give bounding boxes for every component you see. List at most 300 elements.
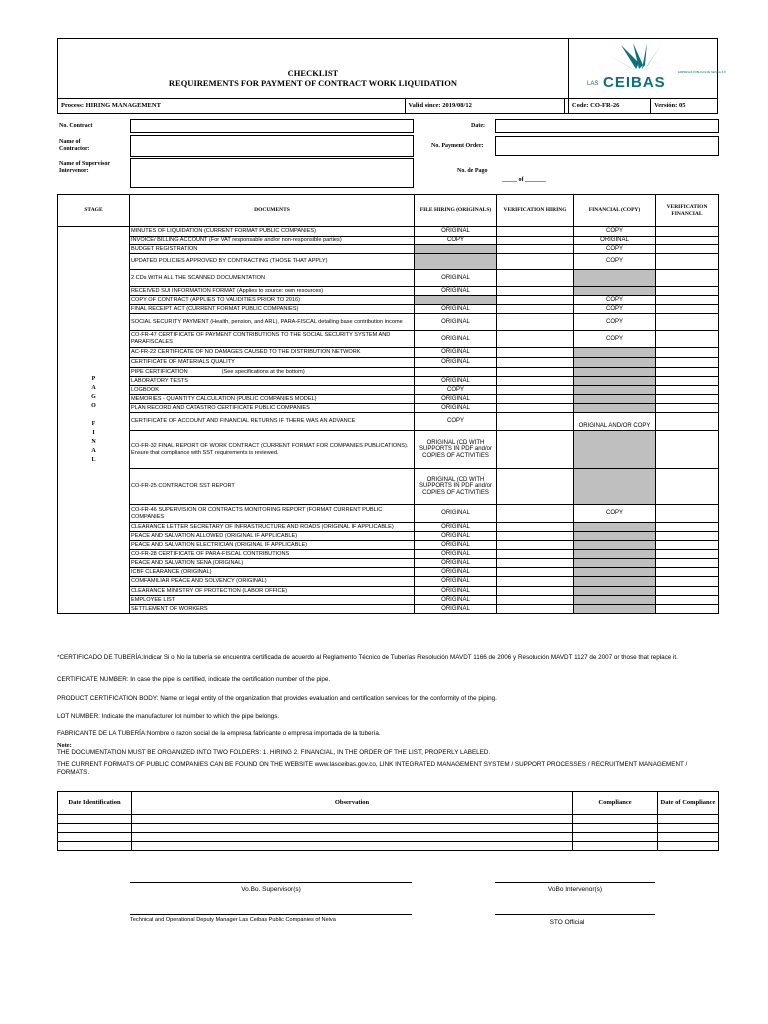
document-cell: [130, 559, 415, 568]
document-name: CERTIFICATE OF ACCOUNT AND FINANCIAL RETURNS IF THERE WAS AN ADVANCE: [131, 418, 356, 425]
table-row: [58, 568, 719, 577]
checklist-body: [58, 227, 719, 614]
document-name: RECEIVED SUI INFORMATION FORMAT (Applies to source: own resources): [131, 287, 324, 294]
note-product-body: PRODUCT CERTIFICATION BODY: Name or legal entity of the organization that provides evaluation and certification services for the conformity of the piping.: [57, 695, 497, 702]
name-supervisor-label: Name of Supervisor Intervenor:: [59, 161, 110, 174]
table-row: [58, 469, 719, 505]
observation-cell[interactable]: [132, 824, 573, 833]
document-name: ICBF CLEARANCE (ORIGINAL): [131, 568, 212, 575]
process-cell: Process: HIRING MANAGEMENT: [58, 98, 406, 113]
document-name: BUDGET REGISTRATION: [131, 245, 198, 252]
file-hiring-cell: [415, 254, 497, 270]
file-hiring-cell: ORIGINAL: [415, 577, 497, 587]
logo-leaves-icon: [581, 43, 727, 93]
document-name: LOGBOOK: [131, 386, 159, 393]
document-cell: [130, 469, 415, 505]
file-hiring-cell: [415, 296, 497, 305]
name-supervisor-field[interactable]: [130, 158, 414, 188]
financial-copy-cell: [574, 348, 656, 358]
document-cell: [130, 348, 415, 358]
document-name: 2 CDs WITH ALL THE SCANNED DOCUMENTATION: [131, 274, 266, 281]
deputy-signature-line[interactable]: [130, 914, 412, 915]
intervenor-signature-line[interactable]: [495, 882, 655, 883]
document-cell: [130, 587, 415, 596]
financial-copy-cell: ORIGINAL AND/OR COPY: [574, 413, 656, 431]
document-name: AC-FR-22 CERTIFICATE OF NO DAMAGES CAUSED TO THE DISTRIBUTION NETWORK: [131, 349, 361, 356]
document-cell: [130, 505, 415, 523]
verification-financial-cell[interactable]: [656, 568, 719, 577]
header-table: [57, 38, 727, 114]
verification-financial-cell[interactable]: [656, 431, 719, 469]
table-row: [58, 245, 719, 254]
sto-signature-line[interactable]: [495, 914, 655, 915]
financial-copy-cell: [574, 469, 656, 505]
verification-hiring-cell[interactable]: [497, 532, 574, 541]
verification-hiring-cell[interactable]: [497, 559, 574, 568]
file-hiring-cell: ORIGINAL: [415, 377, 497, 386]
document-cell: [130, 532, 415, 541]
verification-financial-cell[interactable]: [656, 523, 719, 532]
document-name: PEACE AND SALVATION ELECTRICIAN (ORIGINAL IF APPLICABLE): [131, 541, 308, 548]
document-name: CERTIFICATE OF MATERIALS QUALITY: [131, 359, 235, 366]
document-cell: [130, 386, 415, 395]
verification-financial-cell[interactable]: [656, 270, 719, 287]
document-name: FINAL RECEIPT ACT (CURRENT FORMAT PUBLIC COMPANIES): [131, 305, 299, 312]
intervenor-signature-label: VoBo Intervenor(s): [547, 886, 603, 893]
verification-financial-cell[interactable]: [656, 541, 719, 550]
verification-hiring-cell[interactable]: [497, 596, 574, 605]
verification-financial-cell[interactable]: [656, 368, 719, 377]
file-hiring-cell: ORIGINAL: [415, 395, 497, 404]
financial-copy-cell: [574, 431, 656, 469]
observation-cell[interactable]: [132, 815, 573, 824]
verification-financial-cell[interactable]: [656, 331, 719, 348]
verification-hiring-cell[interactable]: [497, 577, 574, 587]
verification-financial-cell[interactable]: [656, 245, 719, 254]
date-identification-cell[interactable]: [58, 824, 132, 833]
financial-copy-cell: [574, 605, 656, 614]
document-name: SOCIAL SECURITY PAYMENT (Health, pension, and ARL), PARA-FISCAL detailing base contribution income: [131, 318, 403, 325]
ceiba-leaves-logo: [581, 43, 727, 93]
file-hiring-cell: ORIGINAL: [415, 505, 497, 523]
document-name: CO-FR-47 CERTIFICATE OF PAYMENT CONTRIBUTIONS TO THE SOCIAL SECURITY SYSTEM AND PARAFISCALES: [131, 332, 391, 345]
financial-copy-cell: COPY: [574, 505, 656, 523]
file-hiring-cell: ORIGINAL: [415, 568, 497, 577]
financial-copy-cell: [574, 559, 656, 568]
file-hiring-cell: ORIGINAL: [415, 287, 497, 296]
stage-letter: A: [91, 448, 96, 454]
obs-header-compliance: Compliance: [573, 792, 658, 815]
financial-copy-cell: COPY: [574, 314, 656, 331]
financial-copy-cell: [574, 386, 656, 395]
document-cell: [130, 254, 415, 270]
document-cell: [130, 431, 415, 469]
sto-signature-label: STO Official: [549, 919, 585, 926]
version-cell: Versión: 05: [651, 98, 718, 113]
verification-hiring-cell[interactable]: [497, 469, 574, 505]
note-line2: THE CURRENT FORMATS OF PUBLIC COMPANIES CAN BE FOUND ON THE WEBSITE www.lasceibas.gov.co, LINK INTEGRATED MANAGEMENT SYSTEM / SUPPORT PROCESSES / RECRUITMENT MANAGEMENT / FORMATS.: [57, 761, 688, 776]
file-hiring-cell: ORIGINAL: [415, 550, 497, 559]
file-hiring-cell: ORIGINAL: [415, 587, 497, 596]
date-compliance-cell[interactable]: [658, 842, 719, 851]
verification-hiring-cell[interactable]: [497, 523, 574, 532]
code-cell: Code: CO-FR-26: [568, 98, 650, 113]
note-lot-number: LOT NUMBER: Indicate the manufacturer lot number to which the pipe belongs.: [57, 713, 280, 720]
table-row: [58, 270, 719, 287]
table-row: [58, 305, 719, 314]
no-contract-field[interactable]: [130, 119, 414, 133]
document-name: EMPLOYEE LIST: [131, 596, 176, 603]
date-identification-cell[interactable]: [58, 815, 132, 824]
financial-copy-cell: COPY: [574, 331, 656, 348]
file-hiring-cell: COPY: [415, 386, 497, 395]
verification-hiring-cell[interactable]: [497, 358, 574, 368]
financial-copy-cell: [574, 395, 656, 404]
verification-hiring-cell[interactable]: [497, 314, 574, 331]
stage-letter: L: [91, 457, 96, 463]
verification-hiring-cell[interactable]: [497, 568, 574, 577]
document-name: PLAN RECORD AND CATASTRO CERTIFICATE PUBLIC COMPANIES: [131, 404, 310, 411]
verification-financial-cell[interactable]: [656, 587, 719, 596]
verification-hiring-cell[interactable]: [497, 305, 574, 314]
verification-financial-cell[interactable]: [656, 237, 719, 245]
table-row: [58, 296, 719, 305]
stage-letter: G: [91, 394, 96, 400]
table-row: [58, 368, 719, 377]
table-row: [58, 596, 719, 605]
financial-copy-cell: [574, 270, 656, 287]
financial-copy-cell: [574, 404, 656, 413]
stage-cell: [58, 227, 130, 614]
file-hiring-cell: ORIGINAL: [415, 314, 497, 331]
table-row: [58, 605, 719, 614]
header-documents: DOCUMENTS: [130, 195, 415, 227]
title-line2: REQUIREMENTS FOR PAYMENT OF CONTRACT WORK LIQUIDATION: [168, 78, 457, 89]
verification-financial-cell[interactable]: [656, 596, 719, 605]
table-row: [58, 314, 719, 331]
financial-copy-cell: [574, 532, 656, 541]
financial-copy-cell: [574, 587, 656, 596]
date-label: Date:: [471, 123, 485, 129]
file-hiring-cell: ORIGINAL: [415, 305, 497, 314]
date-compliance-cell[interactable]: [658, 815, 719, 824]
file-hiring-cell: ORIGINAL: [415, 596, 497, 605]
document-cell: [130, 237, 415, 245]
supervisor-signature-label: Vo.Bo. Supervisor(s): [241, 886, 301, 893]
stage-letter: O: [91, 403, 96, 409]
payment-of-blank: _____ of _______: [502, 177, 546, 183]
observation-body: [58, 815, 719, 851]
document-name: COMFAMILIAR PEACE AND SOLVENCY (ORIGINAL): [131, 578, 267, 585]
observation-table: [57, 791, 719, 851]
deputy-signature-label: Technical and Operational Deputy Manager Las Ceibas Public Companies of Neiva: [130, 917, 336, 923]
document-cell: [130, 270, 415, 287]
date-compliance-cell[interactable]: [658, 833, 719, 842]
verification-hiring-cell[interactable]: [497, 348, 574, 358]
verification-hiring-cell[interactable]: [497, 386, 574, 395]
document-cell: [130, 314, 415, 331]
table-row: [58, 237, 719, 245]
compliance-cell[interactable]: [573, 824, 658, 833]
checklist-table: [57, 194, 719, 614]
verification-financial-cell[interactable]: [656, 386, 719, 395]
no-payment-order-label: No. Payment Order:: [431, 143, 484, 149]
table-row: [58, 227, 719, 237]
document-name: MEMORIES - QUANTITY CALCULATION (PUBLIC COMPANIES MODEL): [131, 395, 317, 402]
document-name: COPY OF CONTRACT (APPLIES TO VALIDITIES PRIOR TO 2016): [131, 296, 300, 303]
document-cell: [130, 577, 415, 587]
verification-hiring-cell[interactable]: [497, 413, 574, 431]
verification-financial-cell[interactable]: [656, 577, 719, 587]
note-fabricante: FABRICANTE DE LA TUBERÍA:Nombre o razon social de la empresa fabricante o empresa importada de la tubería.: [57, 730, 381, 737]
obs-header-observation: Observation: [132, 792, 573, 815]
observation-row: [58, 833, 719, 842]
name-contractor-label: Name of Contractor:: [59, 139, 90, 152]
observation-row: [58, 824, 719, 833]
verification-financial-cell[interactable]: [656, 377, 719, 386]
verification-financial-cell[interactable]: [656, 358, 719, 368]
document-name: CO-FR-25 CONTRACTOR SST REPORT: [131, 483, 235, 490]
observation-cell[interactable]: [132, 842, 573, 851]
table-row: [58, 541, 719, 550]
valid-since-cell: Valid since: 2019/08/12: [405, 98, 564, 113]
note-certificado: *CERTIFICADO DE TUBERÍA:Indicar Si o No la tubería se encuentra certificada de acuerdo al Reglamento Técnico de Tuberías Resolución MAVDT 1166 de 2006 y Resolución MAVDT 1127 de 2007 or those that replace it.: [57, 654, 678, 661]
stage-letter: F: [91, 421, 96, 427]
file-hiring-cell: ORIGINAL: [415, 532, 497, 541]
date-field[interactable]: [495, 119, 719, 133]
financial-copy-cell: [574, 568, 656, 577]
document-cell: [130, 227, 415, 237]
document-cell: [130, 605, 415, 614]
verification-hiring-cell[interactable]: [497, 254, 574, 270]
observation-row: [58, 815, 719, 824]
table-row: [58, 550, 719, 559]
file-hiring-cell: ORIGINAL: [415, 605, 497, 614]
document-name: PEACE AND SALVATION SENA (ORIGINAL): [131, 559, 244, 566]
verification-financial-cell[interactable]: [656, 532, 719, 541]
header-file-hiring: FILE HIRING (ORIGINALS): [415, 195, 497, 227]
stage-letter: I: [92, 430, 95, 436]
observation-cell[interactable]: [132, 833, 573, 842]
financial-copy-cell: [574, 577, 656, 587]
verification-financial-cell[interactable]: [656, 287, 719, 296]
verification-hiring-cell[interactable]: [497, 237, 574, 245]
verification-hiring-cell[interactable]: [497, 605, 574, 614]
verification-financial-cell[interactable]: [656, 550, 719, 559]
logo-tagline: EMPRESAS PÚBLICAS DE NEIVA E.S.P.: [677, 71, 727, 74]
document-cell: [130, 296, 415, 305]
no-de-pago-label: No. de Pago: [457, 168, 488, 174]
verification-hiring-cell[interactable]: [497, 245, 574, 254]
financial-copy-cell: [574, 523, 656, 532]
document-note: (See specifications at the bottom): [221, 368, 305, 375]
verification-financial-cell[interactable]: [656, 348, 719, 358]
table-row: [58, 577, 719, 587]
financial-copy-cell: COPY: [574, 254, 656, 270]
verification-hiring-cell[interactable]: [497, 227, 574, 237]
supervisor-signature-line[interactable]: [130, 882, 412, 883]
document-cell: [130, 404, 415, 413]
file-hiring-cell: ORIGINAL: [415, 404, 497, 413]
table-row: [58, 505, 719, 523]
verification-hiring-cell[interactable]: [497, 505, 574, 523]
verification-hiring-cell[interactable]: [497, 541, 574, 550]
date-compliance-cell[interactable]: [658, 824, 719, 833]
document-cell: [130, 368, 415, 377]
table-row: [58, 254, 719, 270]
file-hiring-cell: COPY: [415, 413, 497, 431]
stage-letter: A: [91, 385, 96, 391]
stage-letter: N: [91, 439, 96, 445]
document-name: INVOICE/ BILLING ACCOUNT (For VAT responsable and/or non-responsible parties): [131, 237, 342, 244]
file-hiring-cell: ORIGINAL: [415, 270, 497, 287]
obs-header-date-identification: Date Identification: [58, 792, 132, 815]
verification-financial-cell[interactable]: [656, 305, 719, 314]
logo-cell: [568, 39, 727, 99]
document-cell: [130, 413, 415, 431]
verification-hiring-cell[interactable]: [497, 587, 574, 596]
document-cell: [130, 377, 415, 386]
stage-letter: P: [91, 376, 96, 382]
verification-hiring-cell[interactable]: [497, 296, 574, 305]
file-hiring-cell: COPY: [415, 237, 497, 245]
verification-financial-cell[interactable]: [656, 413, 719, 431]
table-row: [58, 287, 719, 296]
compliance-cell[interactable]: [573, 833, 658, 842]
document-name: CO-FR-32 FINAL REPORT OF WORK CONTRACT (CURRENT FORMAT FOR COMPANIES PUBLICATIONS). Ensure that compliance with SST requirements is reviewed.: [131, 442, 409, 456]
no-payment-order-field[interactable]: [495, 136, 719, 156]
document-cell: [130, 305, 415, 314]
document-cell: [130, 541, 415, 550]
obs-header-date-compliance: Date of Compliance: [658, 792, 719, 815]
document-cell: [130, 550, 415, 559]
table-row: [58, 523, 719, 532]
file-hiring-cell: ORIGINAL: [415, 523, 497, 532]
document-cell: [130, 568, 415, 577]
compliance-cell[interactable]: [573, 815, 658, 824]
header-stage: STAGE: [58, 195, 130, 227]
file-hiring-cell: ORIGINAL (CD WITH SUPPORTS IN PDF and/or COPIES OF ACTIVITIES: [415, 469, 497, 505]
file-hiring-cell: ORIGINAL: [415, 348, 497, 358]
document-name: PEACE AND SALVATION ALLOWED (ORIGINAL IF APPLICABLE): [131, 532, 298, 539]
verification-financial-cell[interactable]: [656, 559, 719, 568]
table-row: [58, 395, 719, 404]
note-line1: THE DOCUMENTATION MUST BE ORGANIZED INTO TWO FOLDERS: 1. HIRING 2. FINANCIAL, IN THE ORDER OF THE LIST, PROPERLY LABELED.: [57, 749, 491, 756]
financial-copy-cell: [574, 541, 656, 550]
table-row: [58, 404, 719, 413]
table-row: [58, 358, 719, 368]
financial-copy-cell: [574, 287, 656, 296]
financial-copy-cell: COPY: [574, 305, 656, 314]
file-hiring-cell: ORIGINAL: [415, 541, 497, 550]
verification-hiring-cell[interactable]: [497, 287, 574, 296]
verification-hiring-cell[interactable]: [497, 404, 574, 413]
table-row: [58, 413, 719, 431]
file-hiring-cell: [415, 368, 497, 377]
document-name: CLEARANCE LETTER SECRETARY OF INFRASTRUCTURE AND ROADS (ORIGINAL IF APPLICABLE): [131, 523, 394, 530]
document-cell: [130, 395, 415, 404]
document-name: LABORATORY TESTS: [131, 377, 188, 384]
table-row: [58, 532, 719, 541]
financial-copy-cell: ORIGINAL: [574, 237, 656, 245]
verification-financial-cell[interactable]: [656, 605, 719, 614]
document-name: CLEARANCE MINISTRY OF PROTECTION (LABOR OFFICE): [131, 587, 288, 594]
title-line1: CHECKLIST: [287, 68, 339, 79]
header-verification-hiring: VERIFICATION HIRING: [497, 195, 574, 227]
table-row: [58, 559, 719, 568]
observation-row: [58, 842, 719, 851]
financial-copy-cell: COPY: [574, 296, 656, 305]
document-name: SETTLEMENT OF WORKERS: [131, 605, 208, 612]
verification-hiring-cell[interactable]: [497, 395, 574, 404]
financial-copy-cell: [574, 377, 656, 386]
document-name: CO-FR-28 CERTIFICATE OF PARA-FISCAL CONTRIBUTIONS: [131, 550, 290, 557]
document-cell: [130, 358, 415, 368]
verification-hiring-cell[interactable]: [497, 331, 574, 348]
table-row: [58, 377, 719, 386]
verification-financial-cell[interactable]: [656, 469, 719, 505]
file-hiring-cell: ORIGINAL: [415, 559, 497, 568]
table-row: [58, 386, 719, 395]
verification-financial-cell[interactable]: [656, 505, 719, 523]
verification-financial-cell[interactable]: [656, 227, 719, 237]
table-row: [58, 587, 719, 596]
verification-financial-cell[interactable]: [656, 404, 719, 413]
document-name: UPDATED POLICIES APPROVED BY CONTRACTING (THOSE THAT APPLY): [131, 258, 328, 265]
verification-hiring-cell[interactable]: [497, 431, 574, 469]
file-hiring-cell: ORIGINAL: [415, 331, 497, 348]
compliance-cell[interactable]: [573, 842, 658, 851]
table-row: [58, 348, 719, 358]
document-cell: [130, 523, 415, 532]
document-name: PIPE CERTIFICATION: [131, 368, 188, 375]
verification-hiring-cell[interactable]: [497, 368, 574, 377]
table-row: [58, 331, 719, 348]
financial-copy-cell: COPY: [574, 245, 656, 254]
verification-financial-cell[interactable]: [656, 314, 719, 331]
note-label: Note:: [57, 742, 72, 749]
file-hiring-cell: ORIGINAL: [415, 358, 497, 368]
financial-copy-cell: [574, 368, 656, 377]
name-contractor-field[interactable]: [130, 135, 414, 157]
verification-hiring-cell[interactable]: [497, 550, 574, 559]
note-certificate-number: CERTIFICATE NUMBER: In case the pipe is certified, indicate the certification number of the pipe.: [57, 676, 331, 683]
financial-copy-cell: [574, 550, 656, 559]
stage-letter: [59, 411, 128, 420]
verification-financial-cell[interactable]: [656, 254, 719, 270]
header-financial-copy: FINANCIAL (COPY): [574, 195, 656, 227]
title-cell: [58, 39, 569, 99]
file-hiring-cell: ORIGINAL (CD WITH SUPPORTS IN PDF and/or COPIES OF ACTIVITIES: [415, 431, 497, 469]
document-cell: [130, 245, 415, 254]
table-row: [58, 431, 719, 469]
logo-name: CEIBAS: [602, 74, 666, 91]
logo-prefix: LAS: [586, 81, 599, 87]
verification-financial-cell[interactable]: [656, 296, 719, 305]
header-verification-financial: VERIFICATION FINANCIAL: [656, 195, 719, 227]
financial-copy-cell: COPY: [574, 227, 656, 237]
date-identification-cell[interactable]: [58, 833, 132, 842]
date-identification-cell[interactable]: [58, 842, 132, 851]
financial-copy-cell: [574, 596, 656, 605]
document-cell: [130, 331, 415, 348]
verification-hiring-cell[interactable]: [497, 270, 574, 287]
no-contract-label: No. Contract: [59, 123, 93, 129]
verification-hiring-cell[interactable]: [497, 377, 574, 386]
document-name: CO-FR-46 SUPERVISION OR CONTRACTS MONITORING REPORT (FORMAT CURRENT PUBLIC COMPANIES: [131, 506, 383, 520]
verification-financial-cell[interactable]: [656, 395, 719, 404]
file-hiring-cell: [415, 245, 497, 254]
